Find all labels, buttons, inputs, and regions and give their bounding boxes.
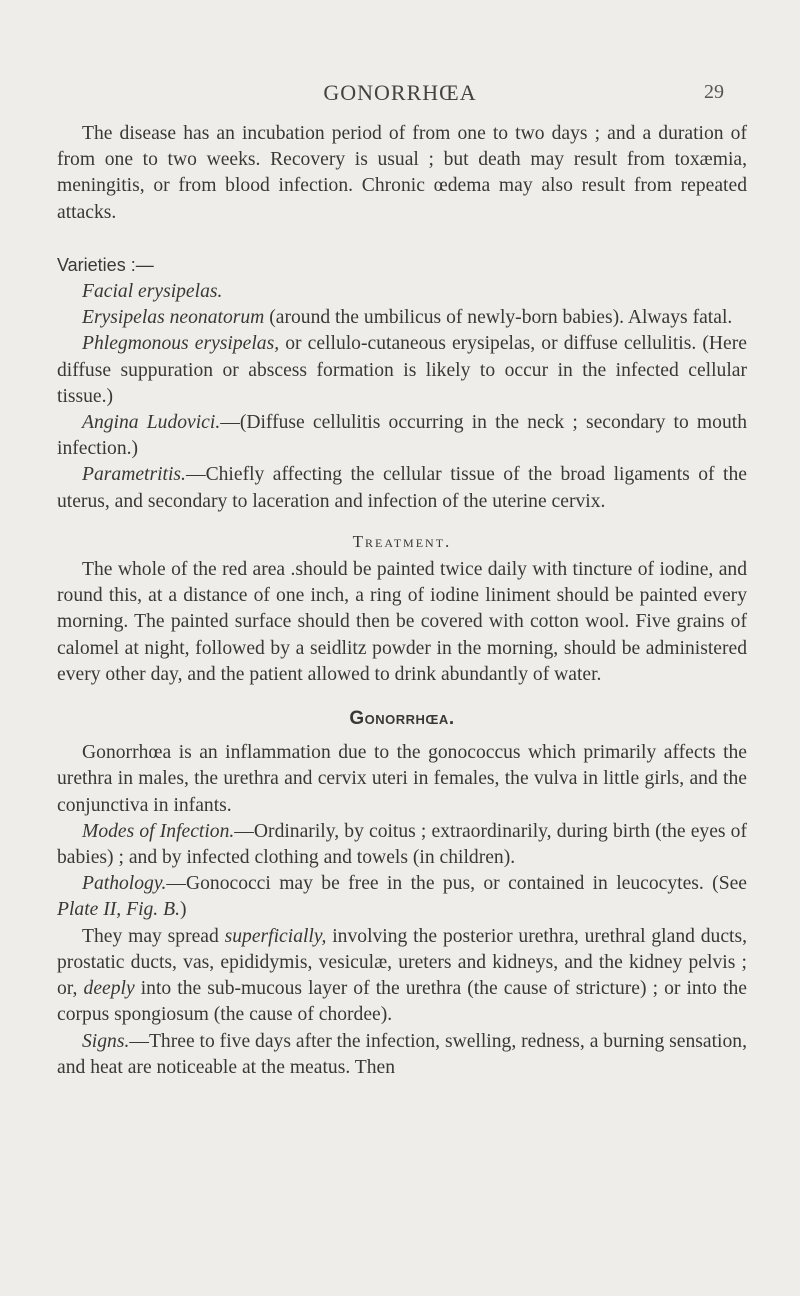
pathology-paragraph (57, 871, 747, 923)
signs-text: —Three to five days after the infection, swelling, redness, a burning sensation, and heat are noticeable at the meatus. Then (57, 1030, 747, 1078)
running-title: GONORRHŒA (323, 80, 477, 105)
treatment-heading-wrap (57, 529, 747, 555)
variety-text: (around the umbilicus of newly-born babies). Always fatal. (264, 307, 733, 329)
signs-term: Signs. (82, 1030, 130, 1052)
spread-text: They may spread (82, 925, 225, 947)
gonorrhoea-heading: Gonorrhœa. (349, 708, 455, 730)
treatment-heading: Treatment. (352, 531, 452, 551)
treatment-paragraph: The whole of the red area .should be painted twice daily with tincture of iodine, and round this, at a distance of one inch, a ring of iodine liniment should be painted every morning. The painted surface should then be covered with cotton wool. Five grains of calomel at night, followed by a seidlitz powder in the morning, should be administered every other day, and the patient allowed to drink abundantly of water. (57, 559, 747, 685)
variety-item (57, 279, 747, 305)
varieties-label: Varieties :— (57, 254, 154, 275)
plate-reference: Plate II, Fig. B. (57, 899, 180, 921)
spread-deeply: deeply (83, 978, 135, 1000)
variety-text: —(Diffuse cellulitis occurring in the neck ; secondary to mouth infection.) (57, 412, 747, 460)
variety-term: Phlegmonous erysipelas, (82, 333, 280, 355)
signs-paragraph (57, 1029, 747, 1081)
variety-term: Erysipelas neonatorum (82, 307, 265, 329)
page-body (57, 121, 747, 1081)
pathology-text: —Gonococci may be free in the pus, or contained in leucocytes. (See (166, 873, 747, 895)
modes-term: Modes of Infection. (82, 820, 235, 842)
intro-paragraph: The disease has an incubation period of from one to two days ; and a duration of from one to two weeks. Recovery is usual ; but death may result from toxæmia, meningitis, or from blood infection. Chronic œdema may also result from repeated attacks. (57, 123, 747, 223)
spread-text-end: into the sub-mucous layer of the urethra (the cause of stricture) ; or into the corpus spongiosum (the cause of chordee). (57, 978, 747, 1026)
page-number: 29 (704, 81, 724, 103)
variety-text: or cellulo-cutaneous erysipelas, or diffuse cellulitis. (Here diffuse suppuration or abscess formation is likely to occur in the infected cellular tissue.) (57, 333, 747, 407)
page-header (0, 80, 800, 110)
variety-term: Facial erysipelas. (82, 281, 223, 303)
variety-item (57, 410, 747, 462)
modes-text: —Ordinarily, by coitus ; extraordinarily, during birth (the eyes of babies) ; and by infected clothing and towels (in children). (57, 820, 747, 869)
variety-item (57, 462, 747, 514)
pathology-term: Pathology. (82, 873, 167, 895)
variety-term: Angina Ludovici. (82, 412, 221, 434)
variety-item (57, 331, 747, 410)
varieties-label-paragraph (57, 252, 747, 279)
spacer (57, 226, 747, 252)
modes-paragraph (57, 819, 747, 871)
variety-item (57, 305, 747, 331)
spread-superficially: superficially, (224, 925, 327, 947)
gonorrhoea-intro-paragraph: Gonorrhœa is an inflammation due to the gonococcus which primarily affects the urethra in males, the urethra and cervix uteri in females, the vulva in little girls, and the conjunctiva in infants. (57, 742, 747, 816)
variety-text: —Chiefly affecting the cellular tissue of the broad ligaments of the uterus, and secondary to laceration and infection of the uterine cervix. (57, 464, 747, 512)
spread-text-middle: involving the posterior urethra, urethral gland ducts, prostatic ducts, vas, epididymis, vesiculæ, ureters and kidneys, and the kidney pelvis ; or, (57, 925, 747, 1000)
pathology-text-end: ) (179, 899, 187, 921)
spread-paragraph (57, 924, 747, 1029)
variety-term: Parametritis. (82, 464, 186, 486)
